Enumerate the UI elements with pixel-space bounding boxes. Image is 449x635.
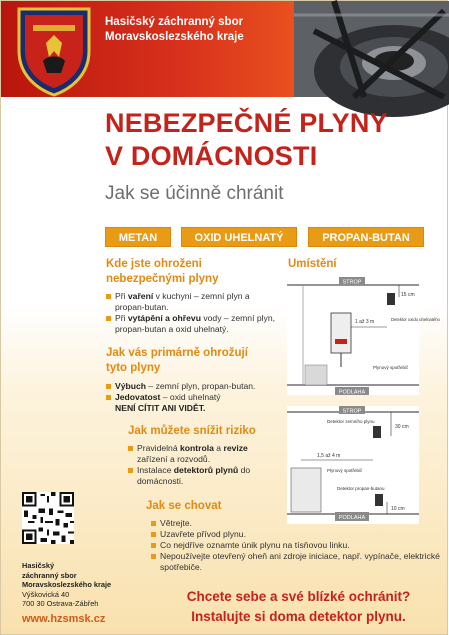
dim-side-label: 1 až 3 m [355,319,375,325]
heading-line: tyto plyny [106,362,161,374]
organization-name [105,15,244,45]
heading-line: Jak vás primárně ohrožují [106,347,248,359]
item-text: v kuchyni – zemní plyn a propan-butan. [115,291,250,312]
gas-stove-icon [291,468,321,512]
list-item [106,291,278,313]
floor-label: PODLAHA [338,515,366,521]
diagram-co-detector [287,277,440,396]
item-bold: Výbuch [115,381,147,391]
item-bold: vytápění a ohřevu [127,313,201,323]
item-text: Instalace [137,465,174,475]
item-bold: revize [223,443,248,453]
list-threat [106,381,278,414]
tag-carbon-monoxide: OXID UHELNATÝ [181,227,297,247]
list-item [128,443,280,465]
contact-line: Výškovická 40 [22,589,70,599]
heading-line: Kde jste ohroženi [106,258,202,270]
list-item: Větrejte. [151,518,441,529]
title-line-2: V DOMÁCNOSTI [105,141,318,171]
item-bold: vaření [127,291,154,301]
item-bold: Jedovatost [115,392,161,402]
gas-boiler-icon [331,313,351,353]
item-text: a [213,443,224,453]
item-text: Při [115,313,128,323]
list-item: Nepoužívejte otevřený oheň ani zdroje iniciace, např. vypínače, elektrické spotřebiče. [151,551,441,573]
organization-line-2: Moravskoslezského kraje [105,31,244,43]
list-behave [151,518,441,573]
list-where [106,291,278,335]
list-reduce [128,443,280,487]
gas-burner-photo [294,1,449,97]
item-text: Při [115,291,128,301]
dim-bottom-label: 10 cm [391,506,405,512]
heading-how-to-behave: Jak se chovat [146,500,222,512]
heading-how-threaten [106,346,248,376]
list-item [128,465,280,487]
item-text: vody – zemní plyn, propan-butan a oxid uhelnatý. [115,313,276,334]
heading-reduce-risk: Jak můžete snížit riziko [128,425,256,437]
contact-address [22,561,111,609]
item-text: Pravidelná [137,443,180,453]
page-title [105,107,388,173]
co-detector-label: Detektor oxidu uhelnatého [391,317,440,322]
cta-line-1: Chcete sebe a své blízké ochránit? [186,589,411,604]
heading-line: nebezpečnými plyny [106,273,219,285]
item-bold: kontrola [180,443,214,453]
cta-line-2: Instalujte si doma detektor plynu. [191,609,406,624]
dim-side-label: 1,5 až 4 m [317,453,341,459]
contact-line: záchranný sbor [22,570,77,580]
pb-detector-icon [375,494,383,506]
item-bold: detektorů plynů [173,465,239,475]
ceiling-label: STROP [342,279,362,286]
pb-detector-label: Detektor propan-butanu [337,486,385,491]
header-band [1,1,449,97]
ceiling-label: STROP [342,408,362,415]
co-detector-icon [387,293,395,305]
appliance-label: Plynový spotřebič [327,468,363,473]
dim-top-label: 15 cm [401,292,415,298]
contact-line: 700 30 Ostrava-Zábřeh [22,599,99,608]
list-item [106,392,278,414]
qr-code-icon[interactable] [22,492,74,544]
list-item [106,381,278,392]
heading-where-at-risk [106,257,218,287]
ng-detector-icon [373,426,381,438]
ng-detector-label: Detektor zemního plynu [327,419,375,424]
item-warning: NENÍ CÍTIT ANI VIDĚT. [115,403,206,413]
organization-line-1: Hasičský záchranný sbor [105,16,244,28]
item-text: zařízení a rozvodů. [137,454,211,464]
page-subtitle: Jak se účinně chránit [105,183,284,204]
website-link[interactable]: www.hzsmsk.cz [22,613,106,625]
appliance-label: Plynový spotřebič [373,365,409,370]
item-text: do domácnosti. [137,465,251,486]
list-item: Uzavřete přívod plynu. [151,529,441,540]
dim-top-label: 30 cm [395,424,409,430]
diagram-gas-detectors [287,406,419,524]
item-text: – zemní plyn, propan-butan. [146,381,256,391]
tag-methane: METAN [105,227,171,247]
heading-placement: Umístění [288,258,337,270]
fire-rescue-crest-icon [15,5,93,97]
item-text: – oxid uhelnatý [160,392,221,402]
tag-propane-butane: PROPAN-BUTAN [308,227,424,247]
title-line-1: NEBEZPEČNÉ PLYNY [105,108,388,138]
list-item [106,313,278,335]
contact-line: Hasičský [22,561,55,570]
floor-label: PODLAHA [338,389,366,396]
list-item: Co nejdříve oznamte únik plynu na tísňovou linku. [151,540,441,551]
contact-line: Moravskoslezského kraje [22,580,112,589]
